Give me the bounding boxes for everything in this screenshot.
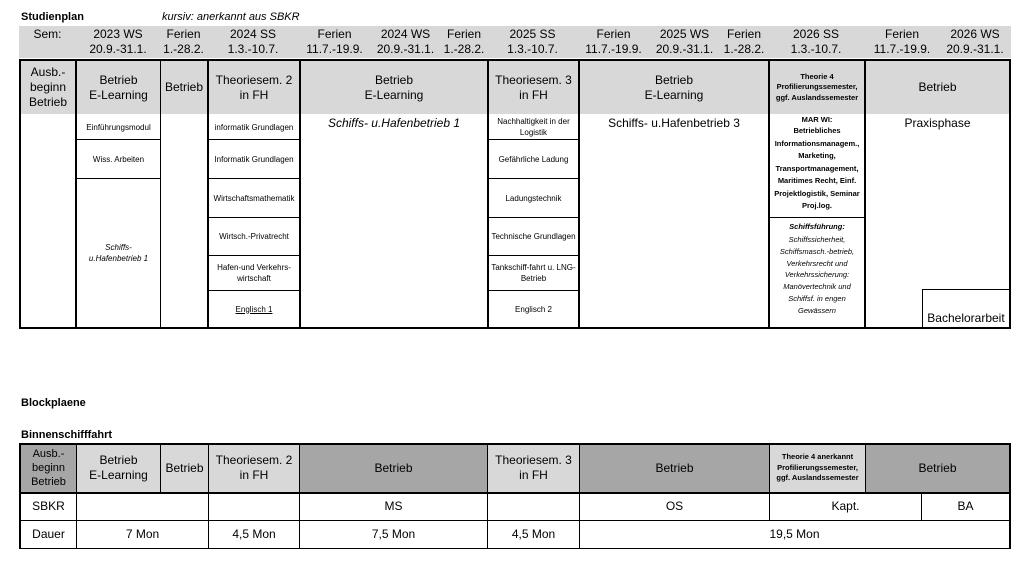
theo4-upper-body: Betriebliches Informationsmanagem., Marketing, Transportmanagement, Maritimes Recht, Einf. Projektlogistik, Seminar Proj.log. <box>774 126 860 210</box>
praxisphase-label: Praxisphase <box>904 116 971 130</box>
semester-name: 2023 WS <box>93 27 143 41</box>
semester-name: Ferien <box>596 27 631 41</box>
semester-dates: 1.3.-10.7. <box>227 42 279 56</box>
semester-name: 2024 WS <box>380 27 431 41</box>
semester-dates: 20.9.-31.1. <box>946 42 1004 56</box>
betrieb-text-3: Schiffs- u.Hafenbetrieb 3 <box>608 116 740 130</box>
t2-theorie-3: Theoriesem. 3 in FH <box>495 453 572 482</box>
dauer-4: 4,5 Mon <box>511 527 556 541</box>
semester-name: Ferien <box>884 27 919 41</box>
semester-label: Sem: <box>33 26 62 41</box>
sbkr-kapt: Kapt. <box>831 499 860 513</box>
module-cell: Technische Grundlagen <box>491 232 576 241</box>
module-cell: Wiss. Arbeiten <box>92 154 145 164</box>
module-cell: Gefährliche Ladung <box>498 154 569 164</box>
dauer-label: Dauer <box>32 527 65 541</box>
phase-theorie-4: Theorie 4 Profilierungssemester, ggf. Auslandssemester <box>775 71 859 102</box>
phase-elearning-2: Betrieb E-Learning <box>364 72 424 102</box>
t2-betrieb-4: Betrieb <box>918 460 957 475</box>
dauer-1: 7 Mon <box>125 527 160 541</box>
legend-note: kursiv: anerkannt aus SBKR <box>162 11 300 23</box>
semester-name: Ferien <box>446 27 481 41</box>
phase-theorie-3: Theoriesem. 3 in FH <box>495 72 572 102</box>
semester-dates: 1.3.-10.7. <box>507 42 558 56</box>
module-cell: Einführungsmodul <box>86 122 151 132</box>
t2-theorie-4: Theorie 4 anerkannt Profilierungssemester, ggf. Auslandssemester <box>776 452 859 483</box>
module-cell: Wirtschaftsmathematik <box>213 193 295 203</box>
betrieb-text-1: Schiffs- u.Hafenbetrieb 1 <box>327 116 461 130</box>
phase-ausb: Ausb.- beginn Betrieb <box>28 65 68 109</box>
module-cell: Nachhaltigkeit in der Logistik <box>497 117 570 137</box>
phase-elearning-1: Betrieb E-Learning <box>89 72 148 102</box>
section-title-binnenschifffahrt: Binnenschifffahrt <box>21 429 113 441</box>
module-cell: Hafen-und Verkehrs- wirtschaft <box>217 263 291 283</box>
page-title: Studienplan <box>21 11 84 23</box>
semester-dates: 1.-28.2. <box>723 42 765 56</box>
module-cell: Informatik Grundlagen <box>214 154 294 164</box>
semester-dates: 1.-28.2. <box>163 42 204 56</box>
semester-dates: 1.3.-10.7. <box>790 42 842 56</box>
semester-name: Ferien <box>317 27 352 41</box>
bachelorarbeit-label: Bachelorarbeit <box>927 311 1005 325</box>
semester-name: 2025 WS <box>659 27 710 41</box>
semester-dates: 20.9.-31.1. <box>655 42 714 56</box>
dauer-3: 7,5 Mon <box>371 527 416 541</box>
phase-theorie-2: Theoriesem. 2 in FH <box>215 72 293 102</box>
t2-betrieb-1: Betrieb <box>165 460 204 475</box>
t2-elearning: Betrieb E-Learning <box>89 453 148 482</box>
t2-theorie-2: Theoriesem. 2 in FH <box>215 453 293 482</box>
theo4-lower-title: Schiffsführung: <box>789 222 845 231</box>
semester-dates: 1.-28.2. <box>443 42 485 56</box>
semester-dates: 11.7.-19.9. <box>585 42 642 56</box>
module-cell: Ladungstechnik <box>505 193 562 203</box>
t2-betrieb-3: Betrieb <box>655 460 694 475</box>
semester-dates: 20.9.-31.1. <box>376 42 435 56</box>
semester-dates: 11.7.-19.9. <box>873 42 931 56</box>
module-cell: Englisch 1 <box>235 304 273 314</box>
semester-dates: 20.9.-31.1. <box>89 42 147 56</box>
phase-elearning-3: Betrieb E-Learning <box>644 72 704 102</box>
module-cell: Wirtsch.-Privatrecht <box>219 232 289 241</box>
sbkr-ms: MS <box>384 499 403 513</box>
sbkr-label: SBKR <box>32 499 65 513</box>
semester-name: Ferien <box>166 27 201 41</box>
t2-ausb: Ausb.- beginn Betrieb <box>31 448 66 488</box>
theo4-upper-title: MAR WI: <box>801 115 833 124</box>
phase-betrieb-end: Betrieb <box>918 80 957 94</box>
semester-name: 2024 SS <box>229 27 277 41</box>
sbkr-ba: BA <box>957 499 974 513</box>
semester-dates: 11.7.-19.9. <box>306 42 363 56</box>
semester-name: Ferien <box>726 27 761 41</box>
dauer-5: 19,5 Mon <box>769 527 820 541</box>
module-cell-recognized: Schiffs- u.Hafenbetrieb 1 <box>88 243 149 263</box>
phase-betrieb-1: Betrieb <box>164 80 204 94</box>
section-title-blockplaene: Blockplaene <box>21 397 86 409</box>
sbkr-os: OS <box>665 499 684 513</box>
semester-name: 2025 SS <box>509 27 556 41</box>
module-cell: Tankschiff-fahrt u. LNG- Betrieb <box>491 263 576 283</box>
module-cell: Englisch 2 <box>515 304 552 314</box>
module-cell: informatik Grundlagen <box>214 122 294 132</box>
semester-name: 2026 SS <box>792 27 840 41</box>
dauer-2: 4,5 Mon <box>232 527 276 541</box>
t2-betrieb-2: Betrieb <box>374 460 413 475</box>
theo4-lower-body: Schiffssicherheit, Schiffsmasch.-betrieb, Verkehrsrecht und Verkehrssicherung: Manövertechnik und Schiffsf. in engen Gewässern <box>779 235 855 315</box>
semester-name: 2026 WS <box>950 27 1000 41</box>
